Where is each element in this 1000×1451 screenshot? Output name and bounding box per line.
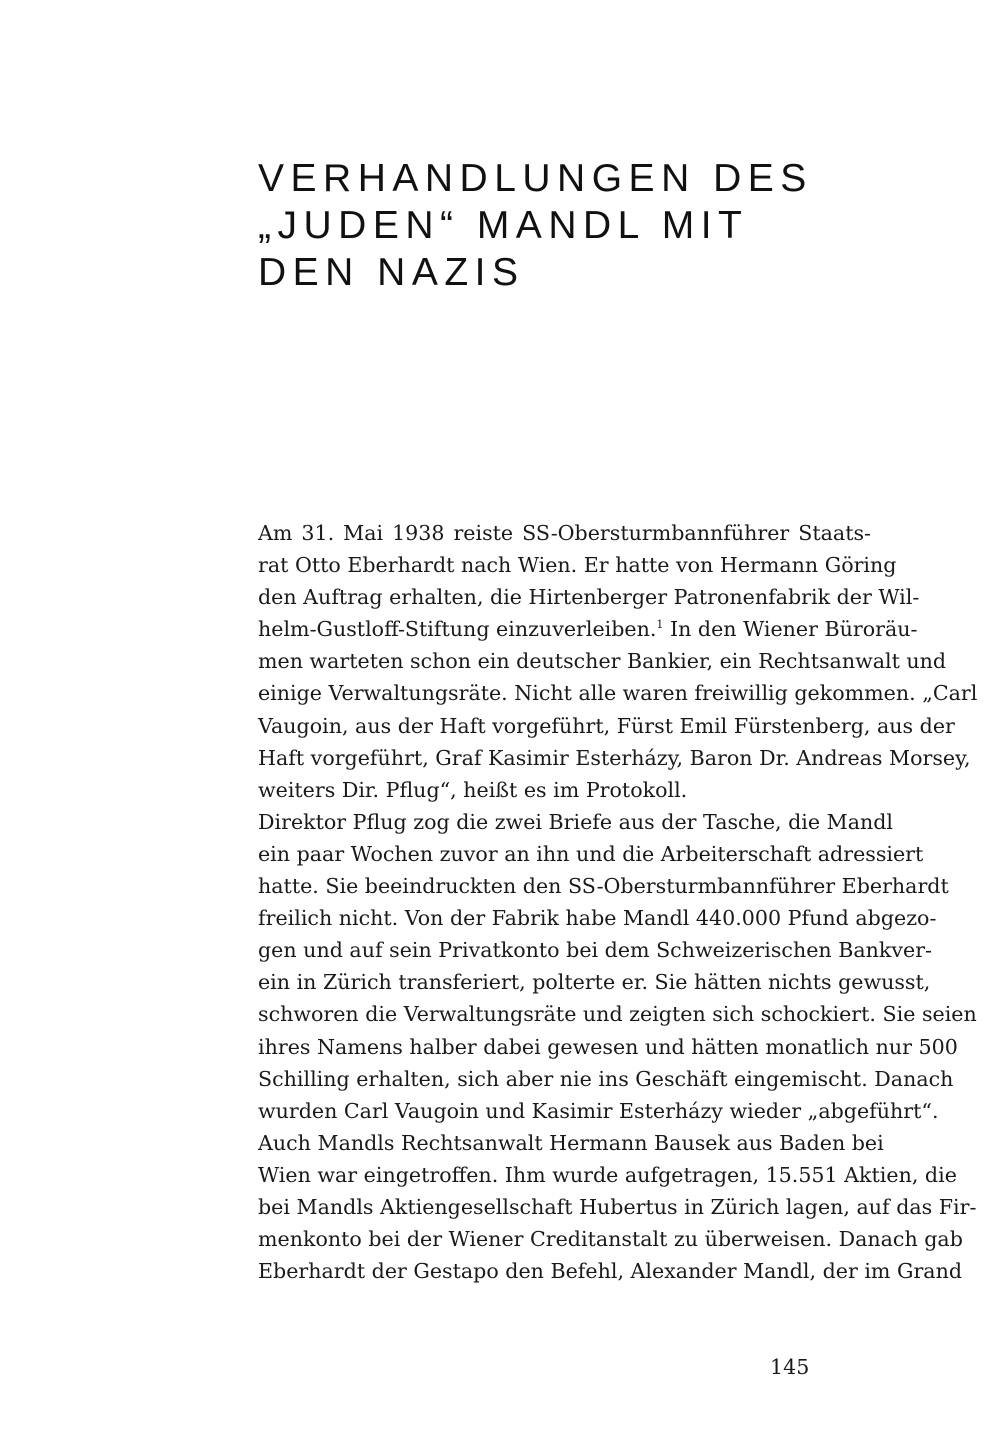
text-line: Haft vorgeführt, Graf Kasimir Esterházy, Baron Dr. Andreas Morsey, [258, 745, 971, 770]
chapter-title-line: VERHANDLUNGEN DES [258, 157, 813, 200]
text-line: Wien war eingetroffen. Ihm wurde aufgetragen, 15.551 Aktien, die [258, 1162, 957, 1187]
text-line: Am 31. Mai 1938 reiste SS-Obersturmbannführer Staats- [258, 521, 871, 545]
chapter-title-line: DEN NAZIS [258, 251, 525, 294]
text-line: weiters Dir. Pflug“, heißt es im Protokoll. [258, 777, 688, 802]
text-line: ein paar Wochen zuvor an ihn und die Arbeiterschaft adressiert [258, 841, 924, 866]
text-line: rat Otto Eberhardt nach Wien. Er hatte von Hermann Göring [258, 553, 897, 578]
text-line: hatte. Sie beeindruckten den SS-Obersturmbannführer Eberhardt [258, 874, 949, 899]
page-number: 145 [770, 1355, 810, 1379]
text-line: men warteten schon ein deutscher Bankier, ein Rechtsanwalt und [258, 649, 947, 674]
text-line: menkonto bei der Wiener Creditanstalt zu überweisen. Danach gab [258, 1227, 963, 1252]
text-line: gen und auf sein Privatkonto bei dem Schweizerischen Bankver- [258, 938, 932, 963]
chapter-title [258, 155, 898, 296]
text-line: ein in Zürich transferiert, polterte er. Sie hätten nichts gewusst, [258, 970, 931, 995]
text-line: wurden Carl Vaugoin und Kasimir Esterházy wieder „abgeführt“. [258, 1098, 939, 1123]
text-line: schworen die Verwaltungsräte und zeigten sich schockiert. Sie seien [258, 1002, 977, 1027]
text-line: Schilling erhalten, sich aber nie ins Geschäft eingemischt. Danach [258, 1066, 954, 1091]
text-line: Vaugoin, aus der Haft vorgeführt, Fürst Emil Fürstenberg, aus der [258, 713, 955, 738]
text-line: ihres Namens halber dabei gewesen und hätten monatlich nur 500 [258, 1034, 958, 1059]
text-segment: helm-Gustloff-Stiftung einzuverleiben. [258, 617, 657, 642]
footnote-ref[interactable]: 1 [656, 618, 664, 632]
text-line: Auch Mandls Rechtsanwalt Hermann Bausek aus Baden bei [258, 1130, 884, 1155]
text-segment: In den Wiener Büroräu- [663, 617, 918, 642]
text-line: den Auftrag erhalten, die Hirtenberger Patronenfabrik der Wil- [258, 585, 920, 610]
text-line: bei Mandls Aktiengesellschaft Hubertus in Zürich lagen, auf das Fir- [258, 1194, 977, 1219]
text-line: einige Verwaltungsräte. Nicht alle waren freiwillig gekommen. „Carl [258, 681, 978, 706]
text-line [194, 613, 918, 645]
text-line: freilich nicht. Von der Fabrik habe Mandl 440.000 Pfund abgezo- [258, 906, 937, 931]
body-text [194, 517, 978, 1287]
chapter-title-line: „JUDEN“ MANDL MIT [258, 204, 749, 247]
text-line: Direktor Pflug zog die zwei Briefe aus der Tasche, die Mandl [258, 809, 894, 834]
paragraph [194, 806, 977, 1127]
paragraph [194, 1127, 977, 1287]
text-line: Eberhardt der Gestapo den Befehl, Alexander Mandl, der im Grand [258, 1259, 963, 1284]
paragraph [194, 517, 978, 806]
